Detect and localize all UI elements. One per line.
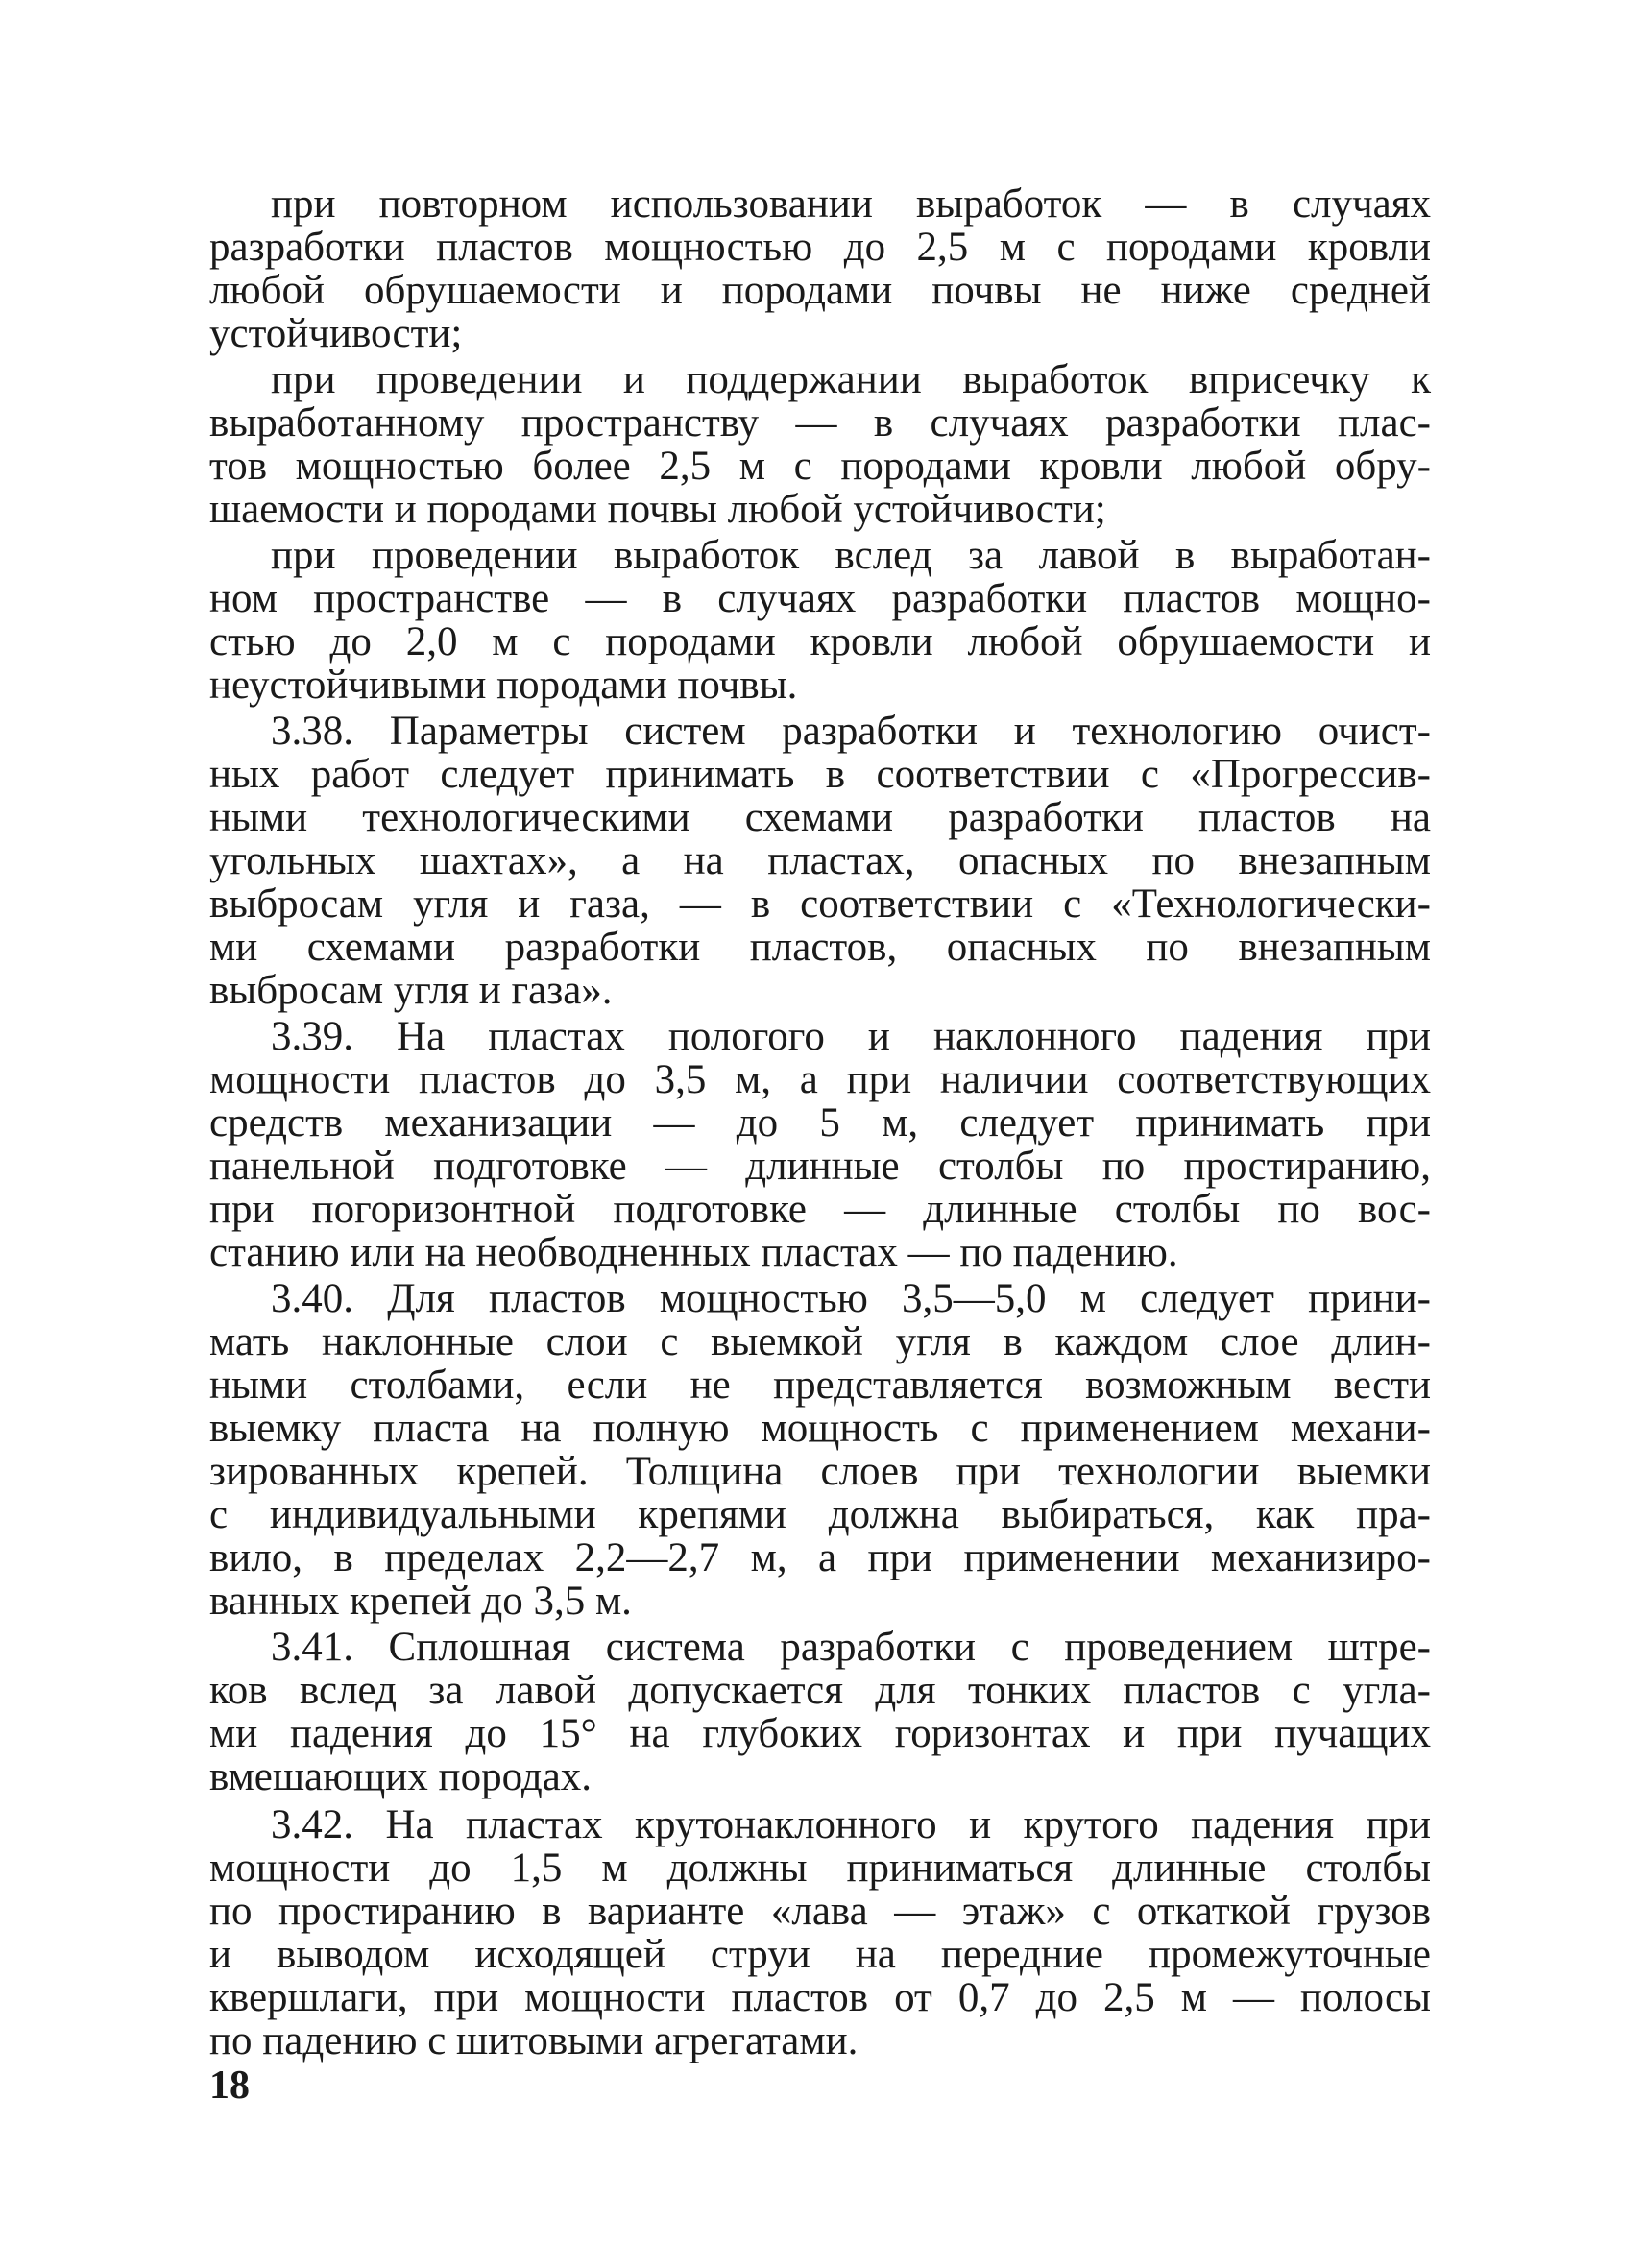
text-line: неустойчивыми породами почвы. — [209, 663, 798, 708]
paragraph-section-3-40 — [209, 1277, 1431, 1623]
text-line: 3.42. На пластах крутонаклонного и крутого падения при — [271, 1802, 1431, 1847]
text-line: квершлаги, при мощности пластов от 0,7 до 2,5 м — полосы — [209, 1975, 1431, 2020]
document-body — [209, 182, 1431, 2063]
text-line: мать наклонные слои с выемкой угля в каждом слое длин- — [209, 1319, 1431, 1364]
paragraph-section-3-38 — [209, 710, 1431, 1012]
text-line: выбросам угля и газа, — в соответствии с «Технологически- — [209, 881, 1431, 927]
paragraph-continuation-repeat-use — [209, 182, 1431, 355]
text-line: угольных шахтах», а на пластах, опасных по внезапным — [209, 838, 1431, 883]
text-line: при проведении и поддержании выработок вприсечку к — [271, 357, 1431, 402]
text-line: вило, в пределах 2,2—2,7 м, а при применении механизиро- — [209, 1535, 1431, 1580]
text-line: выработанному пространству — в случаях разработки плас- — [209, 400, 1431, 446]
paragraph-list — [209, 182, 1431, 2063]
text-line: при проведении выработок вслед за лавой в выработан- — [271, 533, 1431, 578]
text-line: мощности до 1,5 м должны приниматься длинные столбы — [209, 1846, 1431, 1891]
text-line: ков вслед за лавой допускается для тонких пластов с угла- — [209, 1668, 1431, 1713]
text-line: любой обрушаемости и породами почвы не ниже средней — [209, 268, 1431, 313]
text-line: с индивидуальными крепями должна выбираться, как пра- — [209, 1492, 1431, 1537]
text-line: ми падения до 15° на глубоких горизонтах и при пучащих — [209, 1711, 1431, 1756]
text-line: ных работ следует принимать в соответствии с «Прогрессив- — [209, 752, 1431, 797]
text-line: зированных крепей. Толщина слоев при технологии выемки — [209, 1449, 1431, 1494]
text-line: ном пространстве — в случаях разработки пластов мощно- — [209, 576, 1431, 621]
text-line: ными технологическими схемами разработки пластов на — [209, 795, 1431, 840]
text-line: выбросам угля и газа». — [209, 968, 613, 1013]
text-line: по падению с шитовыми агрегатами. — [209, 2018, 859, 2063]
text-line: выемку пласта на полную мощность с применением механи- — [209, 1406, 1431, 1451]
text-line: тов мощностью более 2,5 м с породами кровли любой обру- — [209, 444, 1431, 489]
paragraph-section-3-41 — [209, 1626, 1431, 1798]
text-line: 3.41. Сплошная система разработки с проведением штре- — [271, 1625, 1431, 1670]
text-line: при погоризонтной подготовке — длинные столбы по вос- — [209, 1187, 1431, 1232]
text-line: 3.40. Для пластов мощностью 3,5—5,0 м следует прини- — [271, 1276, 1431, 1321]
text-line: разработки пластов мощностью до 2,5 м с породами кровли — [209, 225, 1431, 270]
text-line: ными столбами, если не представляется возможным вести — [209, 1363, 1431, 1408]
paragraph-behind-face — [209, 534, 1431, 707]
text-line: устойчивости; — [209, 311, 463, 356]
text-line: панельной подготовке — длинные столбы по простиранию, — [209, 1144, 1431, 1189]
text-line: при повторном использовании выработок — в случаях — [271, 181, 1431, 227]
text-line: по простиранию в варианте «лава — этаж» с откаткой грузов — [209, 1889, 1431, 1934]
text-line: станию или на необводненных пластах — по падению. — [209, 1230, 1178, 1275]
text-line: средств механизации — до 5 м, следует принимать при — [209, 1100, 1431, 1146]
paragraph-section-3-39 — [209, 1015, 1431, 1274]
paragraph-worked-out-space — [209, 358, 1431, 531]
text-line: шаемости и породами почвы любой устойчивости; — [209, 487, 1106, 532]
page-number: 18 — [209, 2063, 250, 2108]
text-line: 3.38. Параметры систем разработки и технологию очист- — [271, 709, 1431, 754]
paragraph-section-3-42 — [209, 1803, 1431, 2063]
text-line: ванных крепей до 3,5 м. — [209, 1579, 632, 1624]
text-line: и выводом исходящей струи на передние промежуточные — [209, 1932, 1431, 1977]
text-line: вмешающих породах. — [209, 1754, 593, 1799]
text-line: 3.39. На пластах пологого и наклонного падения при — [271, 1014, 1431, 1059]
text-line: стью до 2,0 м с породами кровли любой обрушаемости и — [209, 619, 1431, 664]
text-line: ми схемами разработки пластов, опасных по внезапным — [209, 925, 1431, 970]
text-line: мощности пластов до 3,5 м, а при наличии соответствующих — [209, 1057, 1431, 1102]
